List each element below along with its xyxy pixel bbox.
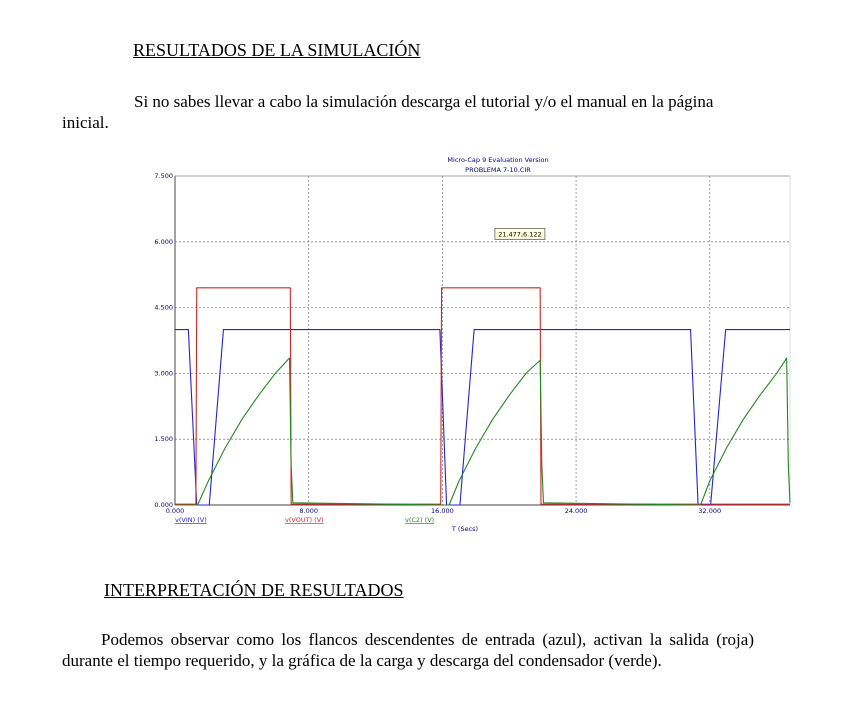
y-tick-label: 6.000 — [154, 237, 173, 246]
legend-entry: v(VOUT) (V) — [285, 516, 324, 524]
cursor-readout: 21.477,6.122 — [498, 230, 542, 239]
chart-grid — [175, 176, 790, 505]
y-tick-label: 0.000 — [154, 501, 173, 509]
x-tick-label: 24.000 — [564, 507, 588, 515]
series-line — [175, 330, 790, 505]
results-paragraph: Si no sabes llevar a cabo la simulación descarga el tutorial y/o el manual en la página inicial. — [62, 92, 714, 132]
y-tick-label: 7.500 — [154, 172, 173, 180]
series-line — [175, 288, 790, 504]
simulation-chart — [140, 152, 796, 540]
y-tick-label: 4.500 — [154, 303, 173, 312]
interpretation-heading: INTERPRETACIÓN DE RESULTADOS — [104, 580, 404, 600]
chart-labels — [154, 156, 721, 533]
chart-series — [175, 288, 790, 505]
chart-cursor — [495, 228, 545, 239]
interpretation-paragraph: Podemos observar como los flancos descendentes de entrada (azul), activan la salida (roja) durante el tiempo requerido, y la gráfica de la carga y descarga del condensador (verde). — [62, 630, 754, 670]
x-tick-label: 8.000 — [299, 507, 319, 515]
x-tick-label: 16.000 — [431, 507, 454, 515]
series-line — [175, 358, 790, 505]
chart-title: Micro-Cap 9 Evaluation Version — [447, 156, 549, 164]
legend-entry: v(VIN) (V) — [175, 516, 207, 524]
x-tick-label: 0.000 — [165, 507, 185, 515]
chart-subtitle: PROBLEMA 7-10.CIR — [465, 166, 531, 174]
legend-entry: v(C2) (V) — [405, 516, 435, 524]
chart-axes — [175, 176, 790, 505]
y-tick-label: 1.500 — [154, 435, 173, 444]
x-tick-label: 32.000 — [698, 507, 722, 515]
y-tick-label: 3.000 — [154, 369, 173, 378]
x-axis-label: T (Secs) — [451, 525, 479, 533]
results-heading: RESULTADOS DE LA SIMULACIÓN — [133, 40, 421, 60]
